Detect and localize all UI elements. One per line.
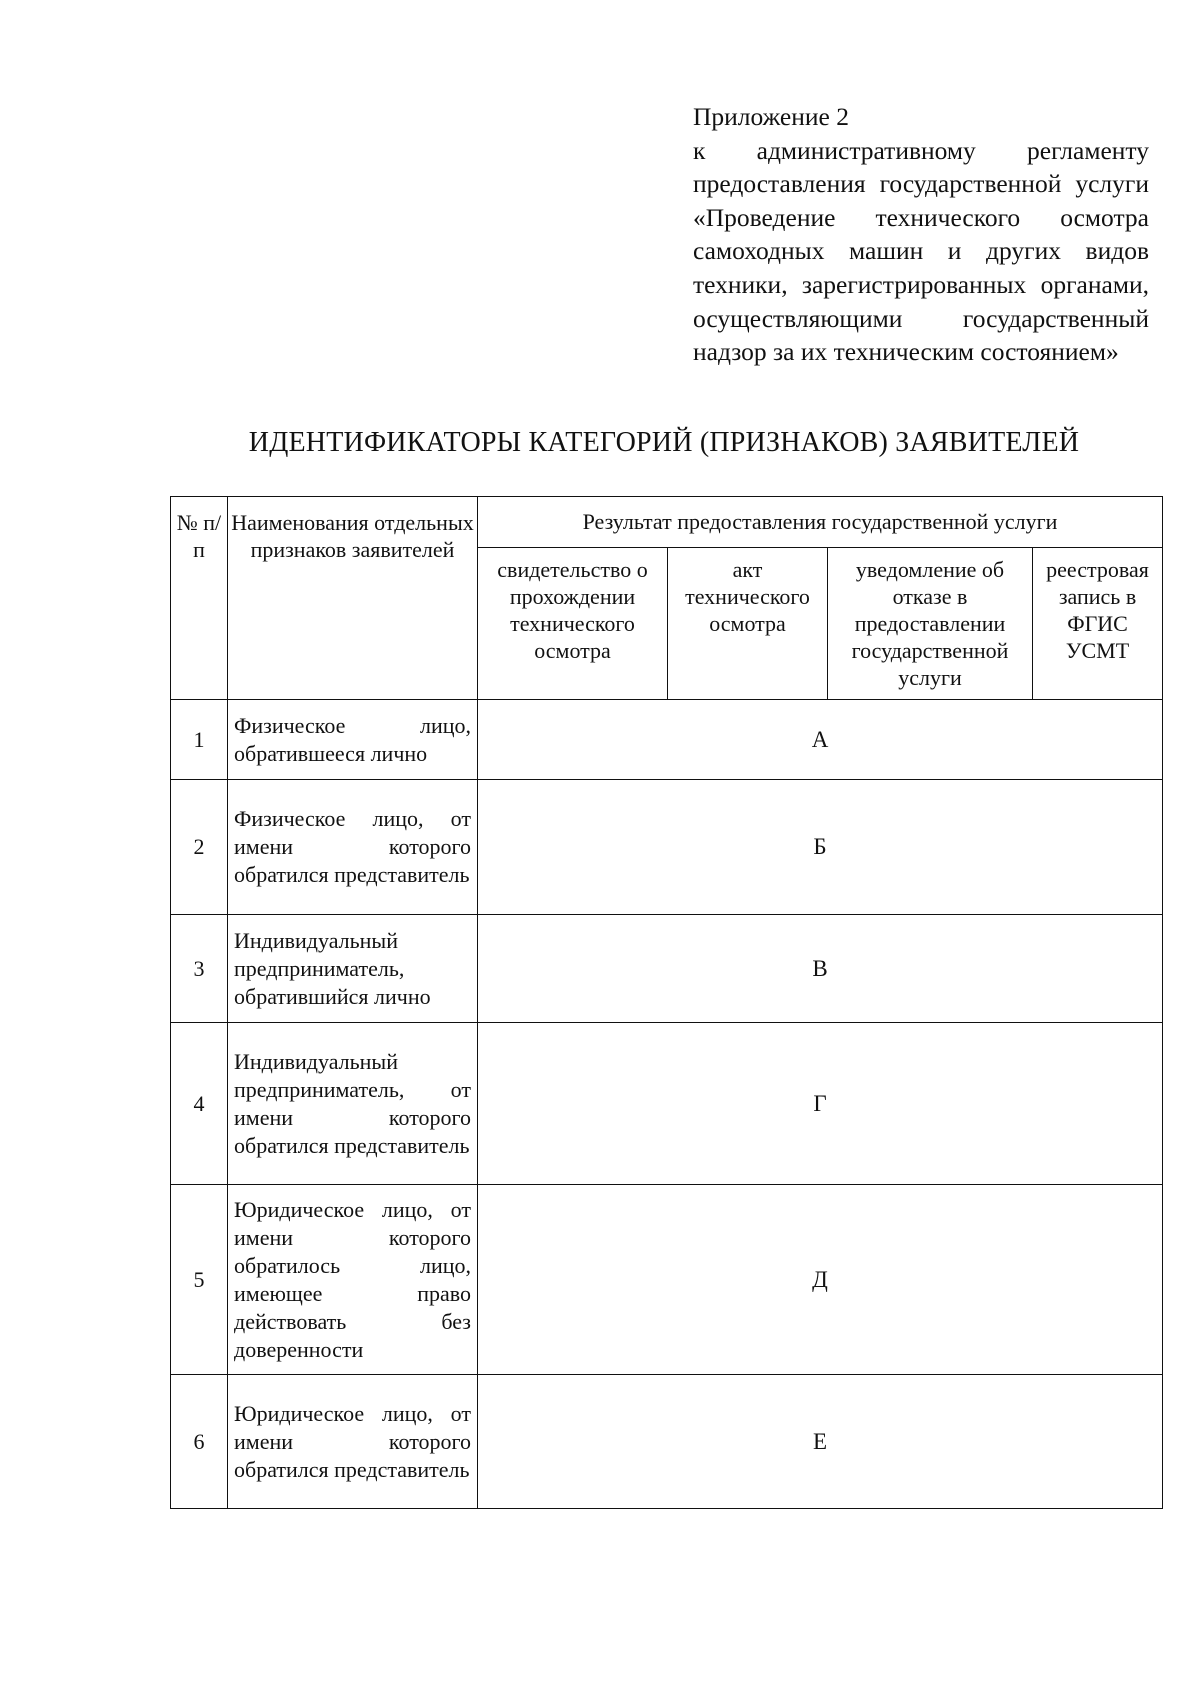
row-code: В — [478, 915, 1163, 1023]
row-num: 6 — [171, 1375, 228, 1509]
row-code: Б — [478, 780, 1163, 915]
row-feature: Индивидуальный предприниматель, от имени которого обратился представитель — [228, 1023, 478, 1185]
table-row — [171, 1185, 1163, 1375]
row-code: Д — [478, 1185, 1163, 1375]
table-row — [171, 780, 1163, 915]
annex-title: Приложение 2 — [693, 102, 849, 131]
header-feature-name: Наименования отдельных признаков заявителей — [228, 497, 478, 700]
header-result-act: акт технического осмотра — [668, 548, 828, 700]
annex-body: к административному регламенту предоставления государственной услуги «Проведение технического осмотра самоходных машин и других видов техники, зарегистрированных органами, осуществляющими государственный надзор за их техническим состоянием» — [693, 135, 1149, 367]
table-row — [171, 1023, 1163, 1185]
row-code: А — [478, 700, 1163, 780]
row-feature: Физическое лицо, обратившееся лично — [228, 700, 478, 780]
header-result-certificate: свидетельство о прохождении технического осмотра — [478, 548, 668, 700]
table-row — [171, 1375, 1163, 1509]
row-num: 3 — [171, 915, 228, 1023]
header-num: № п/п — [171, 497, 228, 700]
table-header-row — [171, 497, 1163, 548]
annex-block — [693, 100, 1149, 369]
table-row — [171, 915, 1163, 1023]
table-row — [171, 700, 1163, 780]
document-title: ИДЕНТИФИКАТОРЫ КАТЕГОРИЙ (ПРИЗНАКОВ) ЗАЯВИТЕЛЕЙ — [248, 427, 1080, 458]
row-num: 5 — [171, 1185, 228, 1375]
row-num: 2 — [171, 780, 228, 915]
row-code: Е — [478, 1375, 1163, 1509]
row-feature: Физическое лицо, от имени которого обратился представитель — [228, 780, 478, 915]
row-code: Г — [478, 1023, 1163, 1185]
row-num: 1 — [171, 700, 228, 780]
row-feature: Юридическое лицо, от имени которого обратилось лицо, имеющее право действовать без доверенности — [228, 1185, 478, 1375]
header-result: Результат предоставления государственной услуги — [478, 497, 1163, 548]
row-feature: Индивидуальный предприниматель, обратившийся лично — [228, 915, 478, 1023]
header-result-refusal: уведомление об отказе в предоставлении государственной услуги — [828, 548, 1033, 700]
applicant-categories-table — [170, 496, 1163, 1509]
row-num: 4 — [171, 1023, 228, 1185]
row-feature: Юридическое лицо, от имени которого обратился представитель — [228, 1375, 478, 1509]
header-result-registry: реестровая запись в ФГИС УСМТ — [1033, 548, 1163, 700]
